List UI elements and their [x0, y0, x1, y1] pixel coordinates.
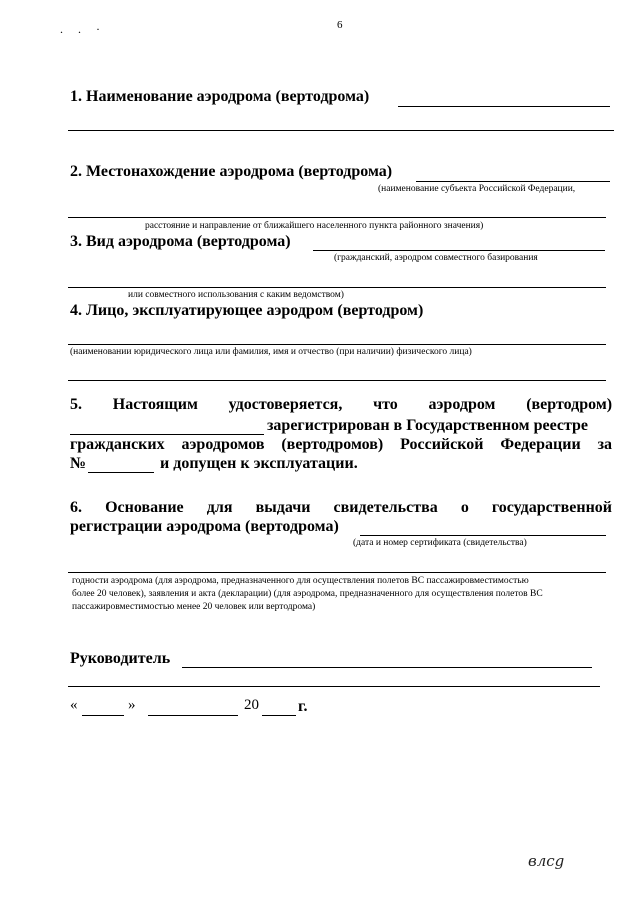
certificate-line-2[interactable]	[68, 572, 606, 573]
section-5-line-4: и допущен к эксплуатации.	[160, 455, 358, 472]
register-number-sign: №	[70, 455, 87, 472]
register-number-line[interactable]	[88, 472, 154, 473]
section-6-para-2: более 20 человек), заявления и акта (декларации) (для аэродрома, предназначенного для осуществления полетов ВС	[72, 589, 543, 599]
date-day-line[interactable]	[82, 715, 124, 716]
date-year-line[interactable]	[262, 715, 296, 716]
head-label: Руководитель	[70, 650, 171, 667]
aerodrome-type-line-2[interactable]	[68, 287, 606, 288]
section-4-title: 4. Лицо, эксплуатирующее аэродром (вертодром)	[70, 302, 424, 319]
scan-marks: . . ·	[60, 22, 106, 36]
certificate-line-1[interactable]	[360, 535, 606, 536]
aerodrome-type-hint-2: или совместного использования с каким ведомством)	[128, 290, 344, 300]
section-6-para-1: годности аэродрома (для аэродрома, предназначенного для осуществления полетов ВС пассажировместимостью	[72, 576, 529, 586]
section-6-line-1: 6. Основание для выдачи свидетельства о государственной	[70, 499, 613, 516]
section-5-line-2: зарегистрирован в Государственном реестре	[267, 417, 589, 434]
section-5-line-3: гражданских аэродромов (вертодромов) Российской Федерации за	[70, 436, 613, 453]
date-year-suffix: г.	[298, 698, 308, 715]
section-6-para-3: пассажировместимостью менее 20 человек или вертодрома)	[72, 602, 316, 612]
location-line-1[interactable]	[416, 181, 610, 182]
operator-hint-1: (наименовании юридического лица или фамилия, имя и отчество (при наличии) физического лица)	[70, 347, 472, 357]
registration-blank-line[interactable]	[70, 434, 264, 435]
location-hint-1: (наименование субъекта Российской Федерации,	[378, 184, 576, 194]
date-open-quote: «	[70, 697, 78, 713]
aerodrome-name-line-2[interactable]	[68, 130, 614, 131]
section-3-title: 3. Вид аэродрома (вертодрома)	[70, 233, 291, 250]
handwritten-initials: влсg	[528, 852, 565, 870]
section-5-line-1: 5. Настоящим удостоверяется, что аэродром (вертодром)	[70, 396, 613, 413]
operator-line-2[interactable]	[68, 380, 606, 381]
section-1-title: 1. Наименование аэродрома (вертодрома)	[70, 88, 370, 105]
date-month-line[interactable]	[148, 715, 238, 716]
location-hint-2: расстояние и направление от ближайшего населенного пункта районного значения)	[145, 221, 484, 231]
date-year-prefix: 20	[244, 697, 259, 713]
head-line-1[interactable]	[182, 667, 592, 668]
section-2-title: 2. Местонахождение аэродрома (вертодрома)	[70, 163, 393, 180]
location-line-2[interactable]	[68, 217, 606, 218]
page-number: 6	[337, 19, 343, 31]
aerodrome-type-hint-1: (гражданский, аэродром совместного базирования	[334, 253, 538, 263]
certificate-hint: (дата и номер сертификата (свидетельства)	[353, 538, 527, 548]
head-line-2[interactable]	[68, 686, 600, 687]
section-6-line-2: регистрации аэродрома (вертодрома)	[70, 518, 339, 535]
date-close-quote: »	[128, 697, 136, 713]
aerodrome-name-line-1[interactable]	[398, 106, 610, 107]
operator-line-1[interactable]	[68, 344, 606, 345]
aerodrome-type-line-1[interactable]	[313, 250, 605, 251]
